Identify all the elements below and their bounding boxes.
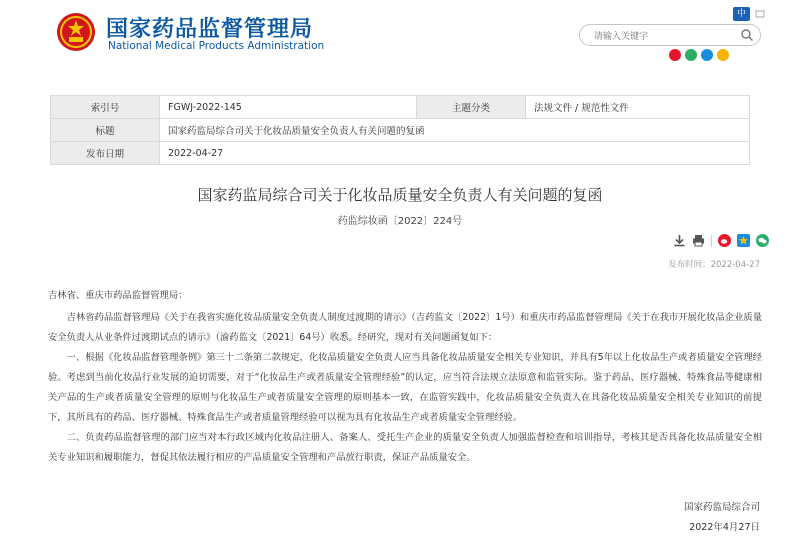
publish-date-label: 发布时间： [668,260,711,270]
social-share-bar [669,49,729,61]
publish-date-value: 2022-04-27 [710,260,760,270]
meta-row [51,142,750,165]
lang-chinese-button[interactable]: 中 [733,7,750,21]
signature-org: 国家药监局综合司 [683,502,760,513]
site-header [0,0,800,85]
weibo-icon[interactable] [669,49,681,61]
signature-date: 2022年4月27日 [689,522,760,533]
document-meta-table [50,95,750,165]
category-label: 主题分类 [417,96,526,119]
title-value: 国家药监局综合司关于化妆品质量安全负责人有关问题的复函 [160,119,750,142]
search-icon[interactable] [740,28,754,42]
date-value: 2022-04-27 [160,142,750,165]
date-label: 发布日期 [51,142,160,165]
meta-row [51,119,750,142]
article-body [48,286,762,468]
qzone-icon[interactable] [717,49,729,61]
index-label: 索引号 [51,96,160,119]
national-emblem-icon[interactable] [56,12,96,52]
paragraph: 一、根据《化妆品监督管理条例》第三十二条第二款规定，化妆品质量安全负责人应当具备化妆品质量安全相关专业知识，并具有5年以上化妆品生产或者质量安全管理经验。考虑到当前化妆品行业发展的迫切需要，对于“化妆品生产或者质量安全管理经验”的认定，应当符合法规立法原意和监管实际。鉴于药品、医疗器械、特殊食品等健康相关产品的生产或者质量安全管理的原则与化妆品生产或者质量安全管理的原则基本一致，在监管实践中，化妆品质量安全负责人在具备化妆品质量安全相关专业知识的前提下，其所具有的药品、医疗器械、特殊食品生产或者质量管理经验可以视为具有化妆品生产或者质量安全管理经验。 [48,352,762,423]
search-input[interactable] [592,27,736,45]
salutation: 吉林省、重庆市药品监督管理局： [48,290,188,301]
lang-english-button[interactable] [754,7,766,21]
meta-row [51,96,750,119]
search-box [579,24,761,46]
index-value: FGWJ-2022-145 [160,96,417,119]
print-icon[interactable] [692,234,705,247]
document-number: 药监综妆函〔2022〕224号 [337,216,463,227]
publish-date [668,258,760,270]
tools-divider [711,235,712,247]
download-icon[interactable] [673,234,686,247]
article-title: 国家药监局综合司关于化妆品质量安全负责人有关问题的复函 [197,187,603,204]
site-name-cn[interactable]: 国家药品监督管理局 [106,17,314,42]
wechat-icon[interactable] [685,49,697,61]
category-value: 法规文件 / 规范性文件 [526,96,750,119]
title-label: 标题 [51,119,160,142]
site-name-en[interactable]: National Medical Products Administration [108,40,325,52]
favorite-star-icon[interactable] [737,234,750,247]
paragraph: 吉林省药品监督管理局《关于在我省实施化妆品质量安全负责人制度过渡期的请示》（吉药监文〔2022〕1号）和重庆市药品监督管理局《关于在我市开展化妆品企业质量安全负责人从业条件过渡期试点的请示》（渝药监文〔2021〕64号）收悉。经研究，现对有关问题函复如下： [48,312,762,343]
weibo-share-icon[interactable] [718,234,731,247]
wechat-share-icon[interactable] [756,234,769,247]
qq-icon[interactable] [701,49,713,61]
paragraph: 二、负责药品监督管理的部门应当对本行政区域内化妆品注册人、备案人、受托生产企业的质量安全负责人加强监督检查和培训指导，考核其是否具备化妆品质量安全相关专业知识和履职能力，督促其依法履行相应的产品质量安全管理和产品放行职责，保证产品质量安全。 [48,432,762,463]
article-tools [673,234,769,247]
signature-block [684,498,760,538]
